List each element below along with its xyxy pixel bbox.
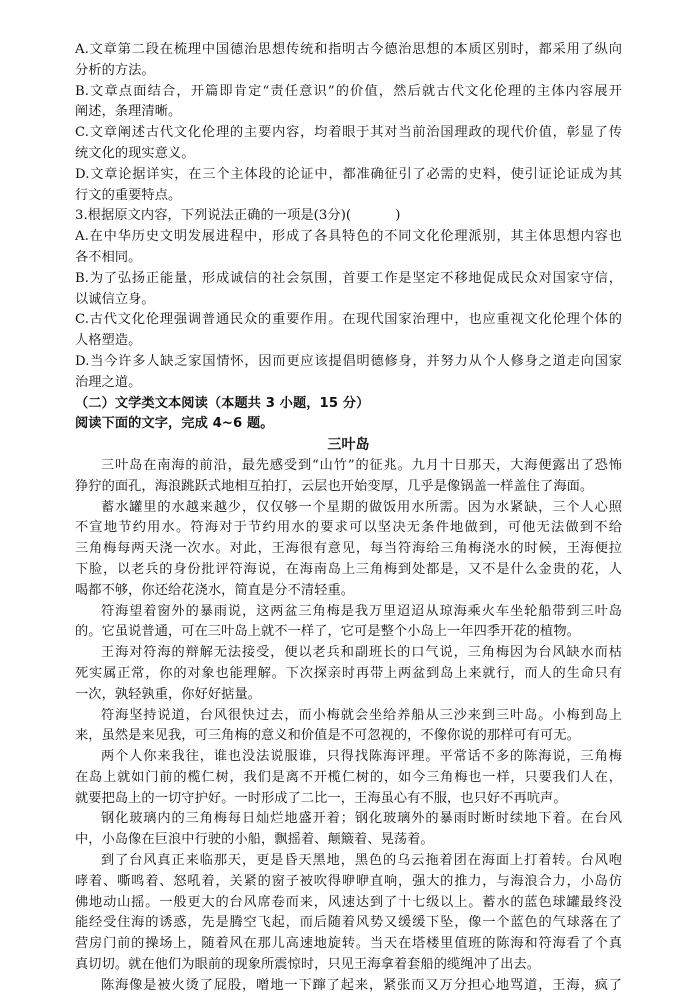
- story-paragraph: [75, 976, 622, 997]
- text-line: B.为了弘扬正能量，形成诚信的社会氛围，首要工作是坚定不移地促成民众对国家守信，: [75, 270, 622, 286]
- story-paragraph: [75, 851, 622, 976]
- text-line: 符海坚持说道，台风很快过去，而小梅就会坐给养船从三沙来到三叶岛。小梅到岛上: [101, 707, 622, 723]
- text-line: 行文的重要特点。: [75, 187, 182, 203]
- question-3-options: [75, 227, 622, 393]
- text-line: 下脸，以老兵的身份批评符海说，在海南岛上三角梅到处都是，又不是什么金贵的花，人: [75, 561, 622, 577]
- text-line: 陈海像是被火烫了屁股，噌地一下蹿了起来，紧张而又万分担心地骂道，王海，疯了: [101, 977, 622, 993]
- text-line: D.当今许多人缺乏家国情怀，因而更应该提倡明德修身，并努力从个人修身之道走向国家: [75, 353, 622, 369]
- story-paragraph: [75, 747, 622, 809]
- text-line: 到了台风真正来临那天，更是昏天黑地，黑色的乌云拖着团在海面上打着转。台风咆: [101, 853, 622, 869]
- answer-option: [75, 123, 622, 165]
- text-line: C.古代文化伦理强调普通民众的重要作用。在现代国家治理中，也应重视文化伦理个体的: [75, 312, 622, 328]
- text-line: 治理之道。: [75, 374, 142, 390]
- text-line: 就要把岛上的一切守护好。一时形成了二比一，王海虽心有不服，也只好不再吭声。: [75, 790, 567, 806]
- text-line: 中，小岛像在巨浪中行驶的小船，飘摇着、颠簸着、晃荡着。: [75, 832, 434, 848]
- text-line: 营房门前的操场上，随着风在那儿高速地旋转。当天在塔楼里值班的陈海和符海看了个真: [75, 936, 622, 952]
- story-paragraph: [75, 706, 622, 748]
- text-line: D.文章论据详实，在三个主体段的论证中，都准确征引了必需的史料，使引证论证成为其: [75, 166, 622, 182]
- text-line: 人格塑造。: [75, 333, 142, 349]
- text-line: 王海对符海的辩解无法接受，便以老兵和副班长的口气说，三角梅因为台风缺水而枯: [101, 645, 622, 661]
- question-3-stem-close: ): [395, 208, 401, 224]
- document-page: [75, 40, 622, 997]
- text-line: A.文章第二段在梳理中国德治思想传统和指明古今德治思想的本质区别时，都采用了纵向: [75, 42, 622, 57]
- question-2-options: [75, 40, 622, 206]
- text-line: 在岛上就如门前的榄仁树，我们是离不开榄仁树的，如今三角梅也一样，只要我们人在，: [75, 769, 622, 785]
- story-body: [75, 456, 622, 997]
- text-line: 以诚信立身。: [75, 291, 155, 307]
- text-line: B.文章点面结合，开篇即肯定“责任意识”的价值，然后就古代文化伦理的主体内容展开: [75, 83, 622, 99]
- answer-option: [75, 165, 622, 207]
- answer-option: [75, 310, 622, 352]
- answer-option: [75, 82, 622, 124]
- text-line: C.文章阐述古代文化伦理的主要内容，均着眼于其对当前治国理政的现代价值，彰显了传: [75, 125, 622, 141]
- reading-instruction: 阅读下面的文字，完成 4~6 题。: [75, 416, 274, 432]
- question-3-stem-text: 3.根据原文内容，下列说法正确的一项是(3分)(: [75, 208, 352, 224]
- story-paragraph: [75, 456, 622, 498]
- text-line: 不宣地节约用水。符海对于节约用水的要求可以坚决无条件地做到，可他无法做到不给: [75, 520, 622, 536]
- text-line: 哮着、嘶鸣着、怒吼着，关紧的窗子被吹得咿咿直响，强大的推力，与海浪合力，小岛仿: [75, 873, 622, 889]
- text-line: 能经受住海的诱惑，先是腾空飞起，而后随着风势又缓缓下坠，像一个蓝色的气球落在了: [75, 915, 622, 931]
- answer-option: [75, 40, 622, 82]
- text-line: 死实属正常，你的对象也能理解。下次探亲时再带上两盆到岛上来就行，而人的生命只有: [75, 665, 622, 681]
- story-paragraph: [75, 602, 622, 644]
- text-line: 分析的方法。: [75, 62, 155, 78]
- answer-option: [75, 227, 622, 269]
- text-line: 蓄水罐里的水越来越少，仅仅够一个星期的做饭用水所需。因为水紧缺，三个人心照: [101, 499, 622, 515]
- text-line: 三叶岛在南海的前沿，最先感受到“山竹”的征兆。九月十日那天，大海便露出了恐怖: [101, 457, 622, 473]
- text-line: 三角梅每两天浇一次水。对此，王海很有意见，每当符海给三角梅浇水的时候，王海便拉: [75, 541, 622, 557]
- question-3-stem: [75, 206, 622, 227]
- text-line: 阐述，条理清晰。: [75, 104, 182, 120]
- text-line: 狰狞的面孔，海浪跳跃式地相互拍打，云层也开始变厚，几乎是像锅盖一样盖住了海面。: [75, 478, 594, 494]
- story-title: 三叶岛: [327, 437, 370, 454]
- story-paragraph: [75, 809, 622, 851]
- text-line: 各不相同。: [75, 249, 142, 265]
- text-line: A.在中华历史文明发展进程中，形成了各具特色的不同文化伦理派别，其主体思想内容也: [75, 229, 622, 245]
- text-line: 喝都不够，你还给花浇水，简直是分不清轻重。: [75, 582, 355, 598]
- text-line: 钢化玻璃内的三角梅每日灿烂地盛开着；钢化玻璃外的暴雨时断时续地下着。在台风: [101, 811, 622, 827]
- story-paragraph: [75, 643, 622, 705]
- text-line: 来，虽然是来见我，可三角梅的意义和价值是不可忽视的，不像你说的那样可有可无。: [75, 728, 580, 744]
- text-line: 的。它虽说普通，可在三叶岛上就不一样了，它可是整个小岛上一年四季开花的植物。: [75, 624, 580, 640]
- story-paragraph: [75, 498, 622, 602]
- text-line: 两个人你来我往，谁也没法说服谁，只得找陈海评理。平常话不多的陈海说，三角梅: [101, 749, 622, 765]
- section-heading: （二）文学类文本阅读（本题共 3 小题，15 分）: [75, 395, 370, 411]
- text-line: 佛地动山摇。一般更大的台风席卷而来，风速达到了十七级以上。蓄水的蓝色球罐最终没: [75, 894, 622, 910]
- text-line: 一次，孰轻孰重，你好好掂量。: [75, 686, 262, 702]
- text-line: 真切切。就在他们为眼前的现象所震惊时，只见王海拿着套船的缆绳冲了出去。: [75, 957, 541, 973]
- text-line: 符海望着窗外的暴雨说，这两盆三角梅是我万里迢迢从琼海乘火车坐轮船带到三叶岛: [101, 603, 622, 619]
- answer-option: [75, 269, 622, 311]
- text-line: 统文化的现实意义。: [75, 145, 195, 161]
- answer-option: [75, 352, 622, 394]
